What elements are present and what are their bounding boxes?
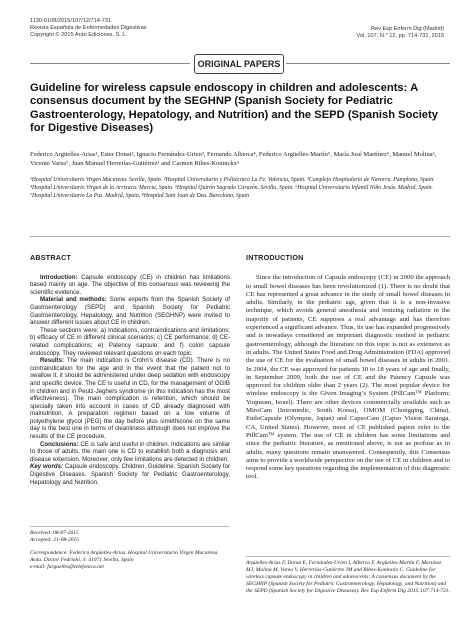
affiliations: ¹Hospital Universitario Virgen Macarena. Sevilla, Spain. ²Hospital Universitario y Politécnico La Fe. Valencia, Spain. ³Complejo Hospitalario de Navarra. Pamplona, Spain. ⁴Hospital Universitario Virgen de la Arrixaca. Murcia, Spain. ⁵Hospital Quirón Sagrado Corazón. Sevilla, Spain. ⁶Hospital Universitario Infantil Niño Jesús. Madrid, Spain. ⁷Hospital Universitario La Paz. Madrid, Spain. ⁸Hospital Sant Joan de Deu. Barcelona, Spain [30,177,435,199]
copyright-line: Copyright © 2015 Arán Ediciones, S. L. [30,32,128,38]
section-rule-right [286,63,450,64]
citation-footnote: Argüelles-Arias F, Donat E, Fernández-Urien I, Alberca F, Argüelles-Martín F, Martínez MJ, Molina M, Varea V, Herrerías-Gutiérrez JM and Ribes-Koninckx C. Guideline for wireless capsule endoscopy in children and adolescents: A consensus document by the SEGHNP (Spanish Society for Pediatric Gastroenterology, Hepatology, and Nutrition) and the SEPD (Spanish Society for Digestive Diseases). Rev Esp Enferm Dig 2015;107:714-731. [246,560,450,594]
introduction-column [246,254,450,482]
abstract-conclusions: Conclusions: CE is safe and useful in children. Indications are similar to those of adults, the main one is CD to establish both a diagnosis and disease extension. Moreover, only few limitations are detected in children. [30,440,230,463]
article-dates-correspondence [30,530,230,571]
footnote-rule-right [246,556,450,557]
correspondence-email: e-mail: farguelles@telefonica.net [30,564,104,570]
journal-abbrev: Rev Esp Enferm Dig (Madrid) [370,26,444,32]
article-title: Guideline for wireless capsule endoscopy in children and adolescents: A consensus document by the SEGHNP (Spanish Society for Pediatric Gastroenterology, Hepatology, and Nutrition) and the SEPD (Spanish Society for Digestive Diseases) [30,82,438,135]
introduction-heading: INTRODUCTION [246,253,304,262]
section-rule-left [30,63,190,64]
issn-line: 1130-0108/2015/107/12/714-731 [30,18,112,24]
journal-header-left [30,18,147,39]
received-date: Received: 08-07-2015 [30,530,79,536]
author-list: Federico Argüelles-Arias¹, Ester Donat², Ignacio Fernández-Urien³, Fernando Alberca⁴, Federico Argüelles-Martín⁵, María José Martínez⁶, Manuel Molina⁶, Vicente Varea⁷, Juan Manuel Herrerías-Gutiérrez¹ and Carmen Ribes-Koninckx² [30,151,437,167]
journal-name: Revista Española de Enfermedades Digestivas [30,25,147,31]
abstract-introduction: Introduction: Capsule endoscopy (CE) in children has limitations based mainly on age. The objective of this consensus was reviewing the scientific evidence. [30,273,230,296]
correspondence: Correspondence: Federico Argüelles-Arias. Hospital Universitario Virgen Macarena. Avda. Doctor Fedriani, 3. 41071 Sevilla, Spain [30,550,219,563]
journal-header-right [357,26,444,40]
volume-pages: Vol. 107, N.° 12, pp. 714-731, 2015 [356,33,444,39]
footnote-rule-left [30,526,230,527]
title-divider [30,236,450,237]
accepted-date: Accepted: 21-08-2015 [30,537,80,543]
abstract-sections: These sections were: a) Indications, contraindications and limitations; b) efficacy of CE in different clinical scenarios; c) CE performance; d) CE-related complications; e) Patency capsule; and f) colon capsule endoscopy. They reviewed relevant questions on each topic. [30,326,230,357]
abstract-heading: ABSTRACT [30,253,72,262]
keywords: Key words: Capsule endoscopy. Children. Guideline. Spanish Society for Digestive Diseases. Spanish Society for Pediatric Gastroenterology, Hepatology and Nutrition. [30,463,230,486]
introduction-text: Since the introduction of Capsule endoscopy (CE) in 2000 the approach to small bowel diseases has been revolutionized (1). There is no doubt that CE has represented a great advance in the study of small bowel diseases in adults. Similarly, in the pediatric age, given that it is a non-invasive technique, which avoids general anesthesia and ionizing radiation in the majority of patients, CE supposes a real advantage and has therefore experienced a significant advance. Thus, its use has expanded progressively and is nowadays considered an important diagnostic method in pediatric gastroenterology, although the literature on this topic is not as extensive as in adults. The United States Food and Drug Administration (FDA) approved the use of CE for the evaluation of small bowel diseases in adults in 2001. In 2004, the CE was approved for patients 10 to 18 years of age and finally, in September 2009, both the use of CE and the Patency Capsule was approved for children older than 2 years (2). The most popular device for wireless endoscopy is the Given Imaging’s System (PillCam™ Platform; Yoqneam, Israel). There are other devices commercially available such as MiroCam (Intromedic, South Korea), OMOM (Chongqing, China), EndoCapsule (Olympus, Japan) and CapsoCam (Capso Vision Saratoga, CA, United States). However, most of CE published papers refer to the PillCam™ system. The use of CE in children has some limitations and since the pediatric literature, as mentioned above, is not as profuse as in adults, many questions remain unanswered. Consequently, this Consensus aims to provide a worldwide perspective on the use of CE in children and to respond some key questions regarding the implementation of this diagnostic tool. [246,274,451,481]
abstract-methods: Material and methods: Some experts from the Spanish Society of Gastroenterology (SEPD) and Spanish Society for Pediatric Gastroenterology, Hepatology, and Nutrition (SEGHNP) were invited to answer different issues about CE in children. [30,296,231,327]
abstract-results: Results: The main indication is Crohn’s disease (CD). There is no contraindication for the age and in the event that the patient not to swallow it, it should be administered under deep sedation with endoscopy and specific device. The CE is useful in CD, for the management of OGIB in children and in Peutz-Jeghers syndrome (in this indication has the most effectiveness). The main complication is retention, which should be specially taken into account in cases of CD already diagnosed with malnutrition. A preparation regimen based on a low volume of polyethylene glycol (PEG) the day before plus simethicone on the same day is the best one in terms of cleanliness although does not improve the results of the CE procedure. [30,357,230,441]
section-label: ORIGINAL PAPERS [194,54,284,74]
abstract-column [30,254,230,486]
